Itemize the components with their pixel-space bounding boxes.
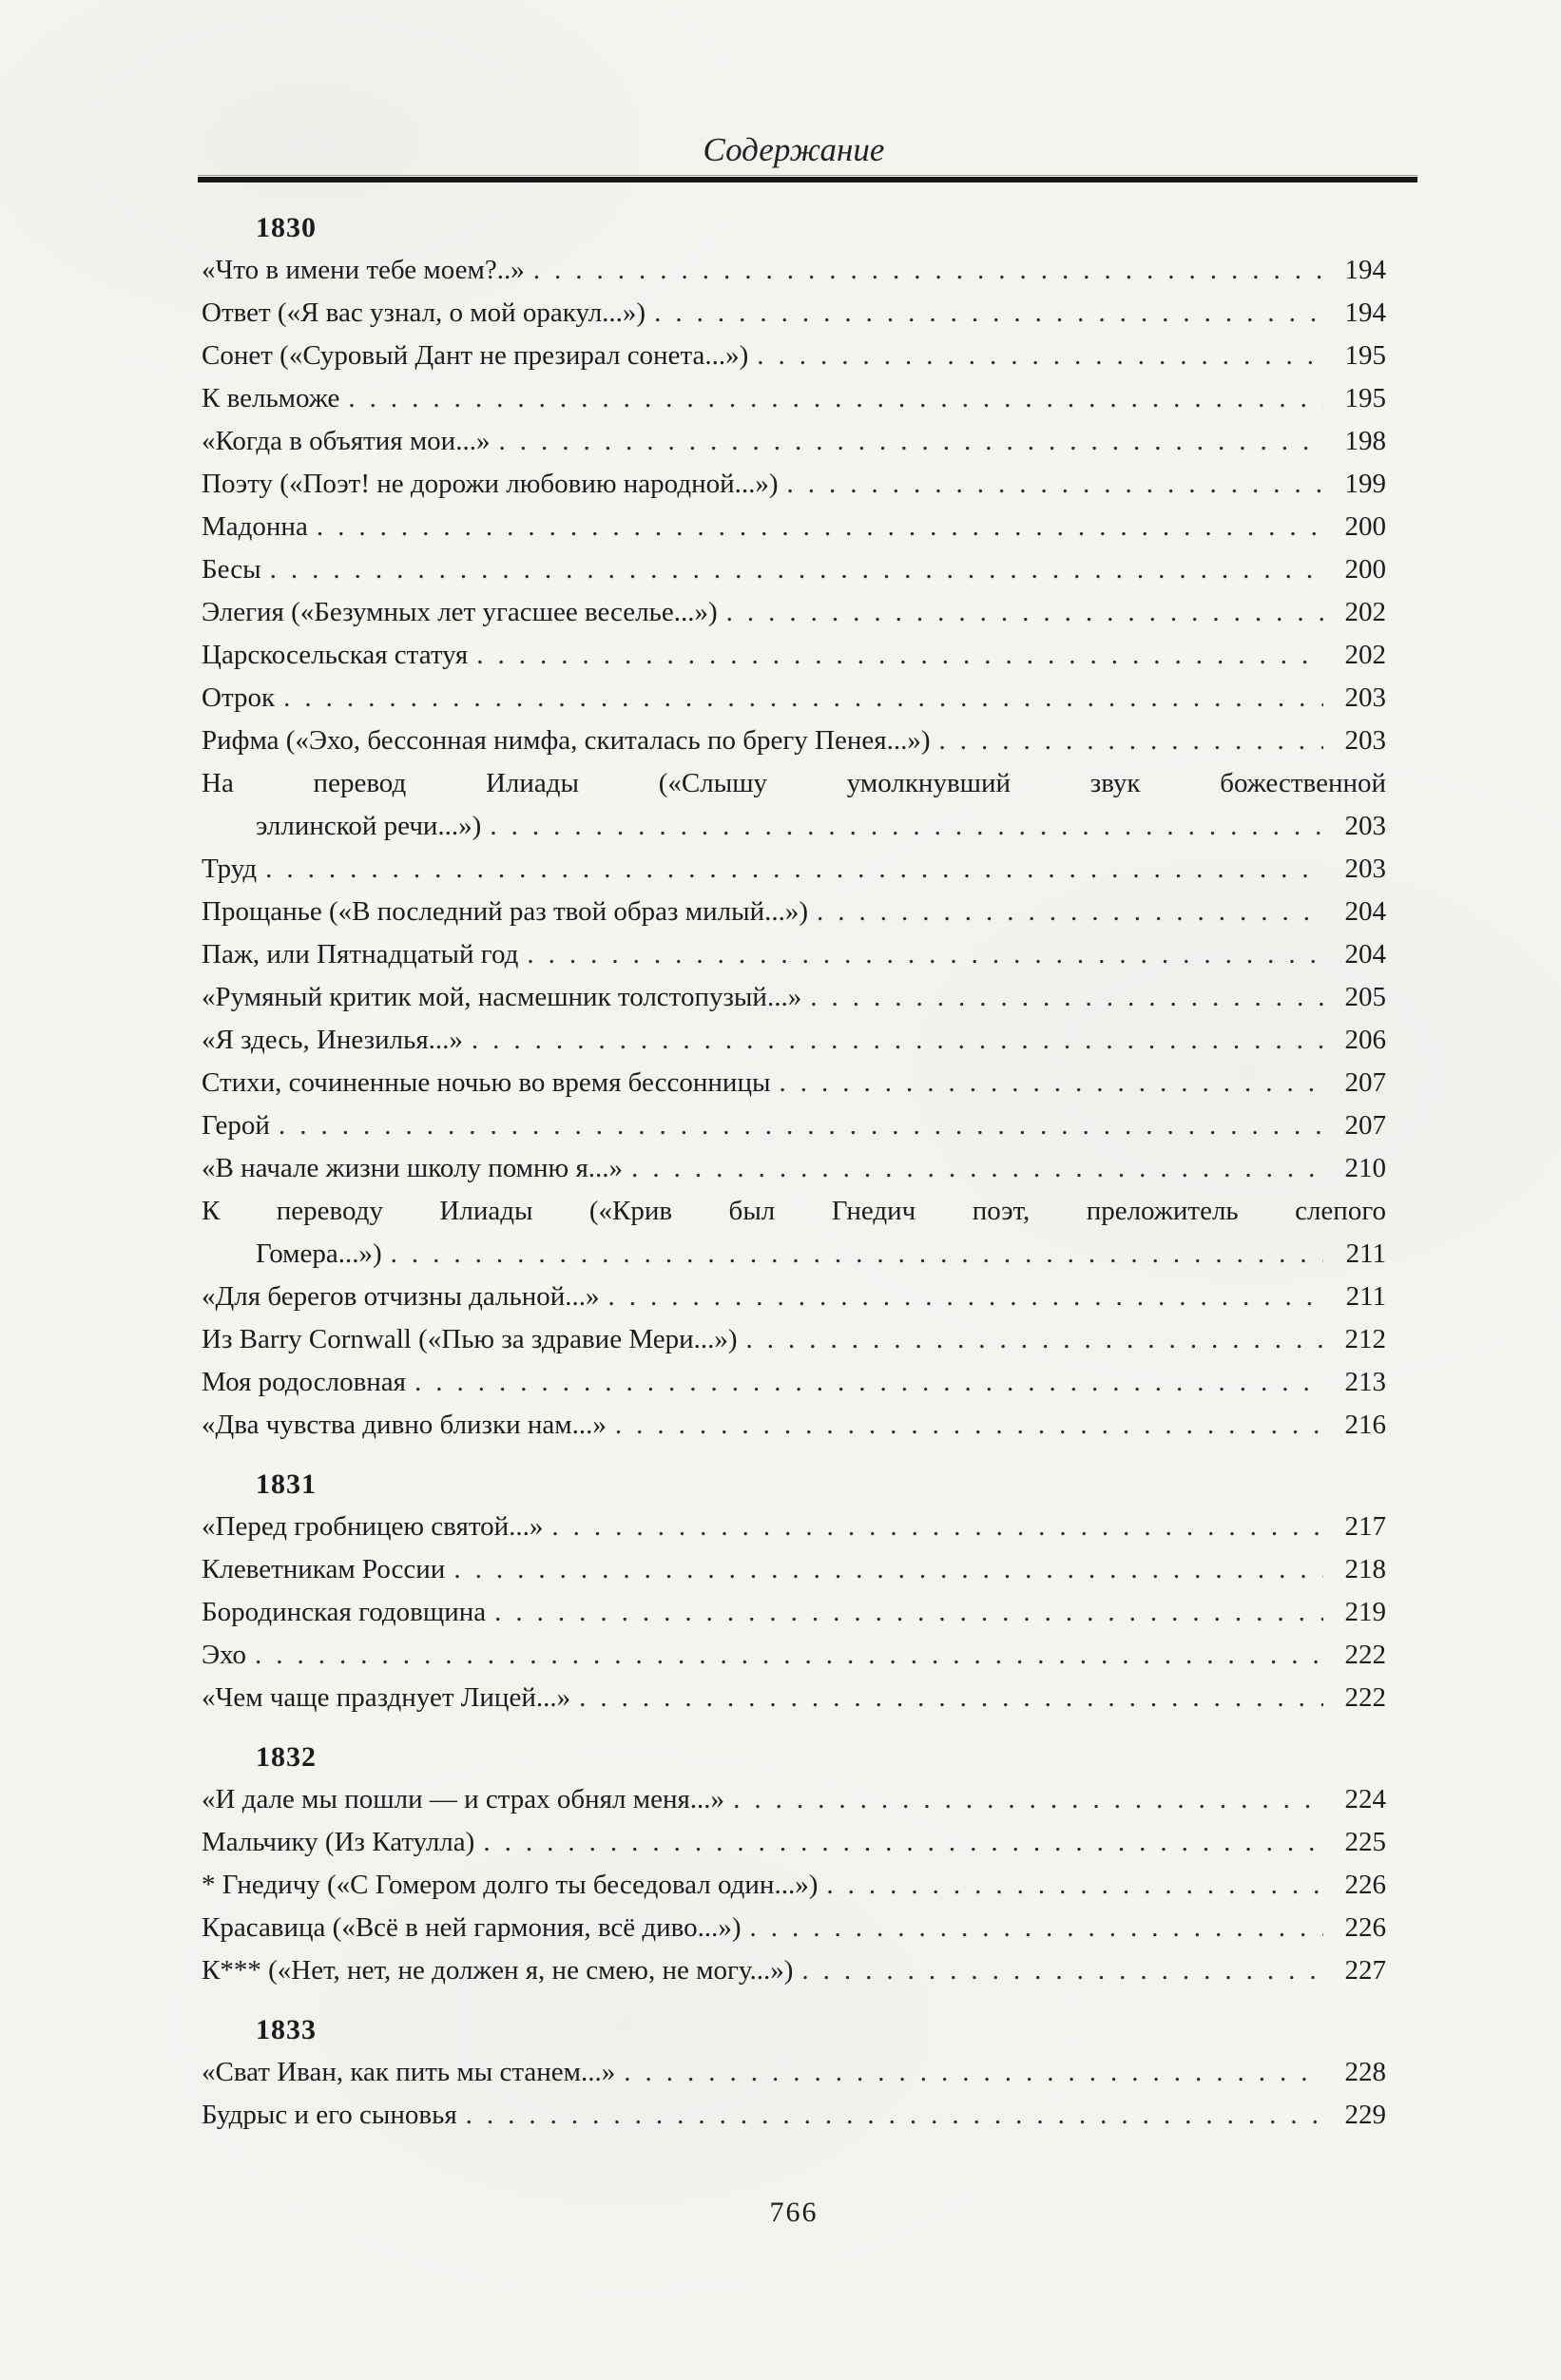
dot-leader xyxy=(654,292,1323,335)
toc-entry xyxy=(202,2051,1386,2094)
entry-title: Элегия («Безумных лет угасшее веселье...») xyxy=(202,597,718,627)
footer-page-number: 766 xyxy=(769,2197,819,2228)
entry-title: Царскосельская статуя xyxy=(202,640,469,670)
dot-leader xyxy=(494,1591,1323,1634)
entry-title: «Румяный критик мой, насмешник толстопузый...» xyxy=(202,982,802,1012)
entry-title: «Что в имени тебе моем?..» xyxy=(202,255,525,285)
page-number: 207 xyxy=(1344,1067,1386,1098)
toc-entry xyxy=(202,1778,1386,1821)
page-number: 218 xyxy=(1344,1554,1386,1584)
page-number: 225 xyxy=(1344,1827,1386,1857)
entry-title: Ответ («Я вас узнал, о мой оракул...») xyxy=(202,298,646,328)
dot-leader xyxy=(826,1864,1323,1907)
toc-entry xyxy=(202,848,1386,891)
entry-title: Сонет («Суровый Дант не презирал сонета...») xyxy=(202,340,749,371)
entry-title: Прощанье («В последний раз твой образ милый...») xyxy=(202,896,808,927)
dot-leader xyxy=(579,1677,1323,1719)
toc-entry xyxy=(202,1506,1386,1548)
entry-title: «Два чувства дивно близки нам...» xyxy=(202,1410,607,1440)
year-heading: 1830 xyxy=(256,212,317,243)
page-number: 224 xyxy=(1344,1784,1386,1814)
page-number: 203 xyxy=(1344,725,1386,756)
entry-title: Моя родословная xyxy=(202,1367,407,1397)
page-number: 198 xyxy=(1344,426,1386,456)
page-number: 211 xyxy=(1345,1238,1386,1269)
dot-leader xyxy=(608,1276,1323,1318)
toc-entry-line1 xyxy=(202,1190,1386,1233)
header-rule xyxy=(198,175,1417,182)
page-number: 195 xyxy=(1344,340,1386,371)
table-of-contents xyxy=(202,195,1386,2137)
page-number: 222 xyxy=(1344,1640,1386,1670)
dot-leader xyxy=(726,591,1323,634)
page-number: 228 xyxy=(1344,2057,1386,2087)
dot-leader xyxy=(255,1634,1323,1677)
entry-title: Мальчику (Из Катулла) xyxy=(202,1827,475,1857)
toc-entry xyxy=(202,548,1386,591)
page-number: 206 xyxy=(1344,1025,1386,1055)
dot-leader xyxy=(787,463,1323,506)
toc-entry xyxy=(202,1949,1386,1992)
toc-entry xyxy=(202,249,1386,292)
toc-entry xyxy=(202,1548,1386,1591)
dot-leader xyxy=(746,1318,1323,1361)
toc-entry xyxy=(202,1062,1386,1104)
page-number: 200 xyxy=(1344,554,1386,585)
toc-entry xyxy=(202,1019,1386,1062)
entry-title: Клеветникам России xyxy=(202,1554,446,1584)
page-number: 205 xyxy=(1344,982,1386,1012)
toc-entry xyxy=(202,1591,1386,1634)
entry-title: Будрыс и его сыновья xyxy=(202,2100,457,2130)
entry-title: «В начале жизни школу помню я...» xyxy=(202,1153,624,1183)
entry-title: «И дале мы пошли — и страх обнял меня...» xyxy=(202,1784,725,1814)
page-number: 200 xyxy=(1344,511,1386,542)
dot-leader xyxy=(750,1907,1323,1949)
entry-title: Красавица («Всё в ней гармония, всё диво...») xyxy=(202,1912,742,1943)
dot-leader xyxy=(551,1506,1323,1548)
entry-title: На перевод Илиады («Слышу умолкнувший звук божественной xyxy=(202,768,1386,798)
page-number: 226 xyxy=(1344,1870,1386,1900)
entry-title: «Сват Иван, как пить мы станем...» xyxy=(202,2057,616,2087)
entry-title: Поэту («Поэт! не дорожи любовию народной...») xyxy=(202,469,779,499)
entry-title: К вельможе xyxy=(202,383,340,413)
page-number: 194 xyxy=(1344,255,1386,285)
toc-entry xyxy=(202,891,1386,933)
dot-leader xyxy=(279,1104,1323,1147)
page-number: 211 xyxy=(1345,1281,1386,1312)
dot-leader xyxy=(779,1062,1323,1104)
dot-leader xyxy=(624,2051,1323,2094)
entry-title: Труд xyxy=(202,854,258,884)
page-number: 199 xyxy=(1344,469,1386,499)
page-number: 204 xyxy=(1344,896,1386,927)
entry-title: Герой xyxy=(202,1110,270,1141)
dot-leader xyxy=(283,677,1323,720)
toc-entry xyxy=(202,1404,1386,1447)
entry-title: «Чем чаще празднует Лицей...» xyxy=(202,1682,571,1713)
dot-leader xyxy=(631,1147,1323,1190)
dot-leader xyxy=(270,548,1323,591)
dot-leader xyxy=(533,249,1323,292)
dot-leader xyxy=(391,1233,1323,1276)
dot-leader xyxy=(527,933,1323,976)
page-number: 226 xyxy=(1344,1912,1386,1943)
toc-entry xyxy=(202,677,1386,720)
entry-title: Стихи, сочиненные ночью во время бессонницы xyxy=(202,1067,771,1098)
entry-title: Рифма («Эхо, бессонная нимфа, скиталась по брегу Пенея...») xyxy=(202,725,931,756)
entry-title: Бесы xyxy=(202,554,261,585)
toc-entry xyxy=(202,1864,1386,1907)
page-number: 210 xyxy=(1344,1153,1386,1183)
toc-entry-line1 xyxy=(202,762,1386,805)
dot-leader xyxy=(817,891,1323,933)
page-number: 213 xyxy=(1344,1367,1386,1397)
dot-leader xyxy=(265,848,1323,891)
toc-entry xyxy=(202,1104,1386,1147)
dot-leader xyxy=(615,1404,1323,1447)
entry-title: «Я здесь, Инезилья...» xyxy=(202,1025,463,1055)
entry-title: «Для берегов отчизны дальной...» xyxy=(202,1281,600,1312)
toc-entry xyxy=(202,1821,1386,1864)
year-heading: 1833 xyxy=(256,2014,317,2045)
toc-entry xyxy=(202,933,1386,976)
page-number: 219 xyxy=(1344,1597,1386,1627)
dot-leader xyxy=(483,1821,1323,1864)
page-number: 194 xyxy=(1344,298,1386,328)
page-number: 203 xyxy=(1344,854,1386,884)
toc-entry xyxy=(202,1276,1386,1318)
dot-leader xyxy=(317,506,1323,548)
dot-leader xyxy=(757,335,1323,377)
toc-entry xyxy=(202,335,1386,377)
dot-leader xyxy=(733,1778,1323,1821)
toc-entry xyxy=(202,976,1386,1019)
entry-title: Из Barry Cornwall («Пью за здравие Мери...») xyxy=(202,1324,738,1354)
toc-entry xyxy=(202,377,1386,420)
page-number: 204 xyxy=(1344,939,1386,969)
toc-entry xyxy=(202,720,1386,762)
page-number: 195 xyxy=(1344,383,1386,413)
dot-leader xyxy=(472,1019,1323,1062)
dot-leader xyxy=(498,420,1323,463)
entry-title: К переводу Илиады («Крив был Гнедич поэт, преложитель слепого xyxy=(202,1196,1386,1226)
page-number: 203 xyxy=(1344,682,1386,713)
dot-leader xyxy=(476,634,1323,677)
dot-leader xyxy=(801,1949,1323,1992)
page-title: Содержание xyxy=(703,131,885,168)
toc-entry xyxy=(202,591,1386,634)
toc-entry xyxy=(202,634,1386,677)
dot-leader xyxy=(939,720,1324,762)
page-number: 217 xyxy=(1344,1511,1386,1542)
entry-title: Отрок xyxy=(202,682,276,713)
entry-title: Бородинская годовщина xyxy=(202,1597,487,1627)
year-heading: 1831 xyxy=(256,1468,317,1500)
page-number: 227 xyxy=(1344,1955,1386,1986)
toc-entry xyxy=(202,1361,1386,1404)
toc-entry-line2 xyxy=(202,1233,1386,1276)
entry-title: Эхо xyxy=(202,1640,247,1670)
toc-entry xyxy=(202,2094,1386,2137)
page-number: 216 xyxy=(1344,1410,1386,1440)
entry-title: «Перед гробницею святой...» xyxy=(202,1511,544,1542)
entry-title: Паж, или Пятнадцатый год xyxy=(202,939,519,969)
toc-entry-line2 xyxy=(202,805,1386,848)
page-number: 212 xyxy=(1344,1324,1386,1354)
year-heading: 1832 xyxy=(256,1741,317,1773)
dot-leader xyxy=(453,1548,1323,1591)
entry-title: * Гнедичу («С Гомером долго ты беседовал один...») xyxy=(202,1870,819,1900)
entry-title: Мадонна xyxy=(202,511,308,542)
dot-leader xyxy=(466,2094,1323,2137)
page-number: 207 xyxy=(1344,1110,1386,1141)
entry-title-continuation: Гомера...») xyxy=(256,1238,382,1269)
dot-leader xyxy=(348,377,1323,420)
toc-entry xyxy=(202,420,1386,463)
dot-leader xyxy=(414,1361,1323,1404)
page-number: 222 xyxy=(1344,1682,1386,1713)
page-number: 203 xyxy=(1344,811,1386,841)
entry-title: К*** («Нет, нет, не должен я, не смею, не могу...») xyxy=(202,1955,794,1986)
toc-entry xyxy=(202,506,1386,548)
toc-entry xyxy=(202,1907,1386,1949)
page-number: 202 xyxy=(1344,597,1386,627)
toc-entry xyxy=(202,1147,1386,1190)
toc-entry xyxy=(202,1634,1386,1677)
entry-title-continuation: эллинской речи...») xyxy=(256,811,482,841)
toc-entry xyxy=(202,463,1386,506)
toc-entry xyxy=(202,1677,1386,1719)
dot-leader xyxy=(810,976,1323,1019)
page-number: 229 xyxy=(1344,2100,1386,2130)
entry-title: «Когда в объятия мои...» xyxy=(202,426,491,456)
dot-leader xyxy=(490,805,1323,848)
toc-entry xyxy=(202,1318,1386,1361)
toc-entry xyxy=(202,292,1386,335)
page-number: 202 xyxy=(1344,640,1386,670)
